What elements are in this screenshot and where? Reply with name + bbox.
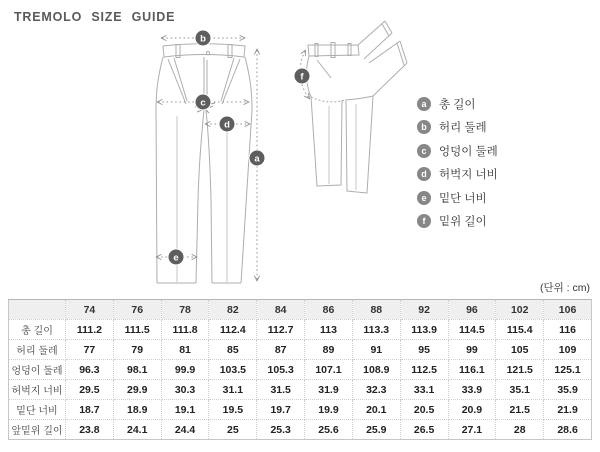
- measurement-cell: 111.5: [113, 320, 161, 340]
- size-column-header: 84: [257, 300, 305, 320]
- side-view-drawing: [307, 21, 407, 193]
- svg-text:c: c: [200, 97, 206, 109]
- measurement-cell: 28: [496, 420, 544, 440]
- table-row: [9, 360, 592, 380]
- measurement-cell: 105: [496, 340, 544, 360]
- side-creases: [329, 104, 356, 190]
- measurement-cell: 31.5: [257, 380, 305, 400]
- row-label: 밑단 너비: [9, 400, 66, 420]
- row-label: 허벅지 너비: [9, 380, 66, 400]
- measurement-cell: 23.8: [66, 420, 114, 440]
- table-row: [9, 340, 592, 360]
- side-left-leg: [311, 97, 342, 186]
- legend-label: 밑위 길이: [439, 216, 487, 229]
- measurement-cell: 21.5: [496, 400, 544, 420]
- legend-badge-d: d: [417, 167, 431, 181]
- measurement-cell: 25.6: [305, 420, 353, 440]
- measurement-cell: 24.4: [161, 420, 209, 440]
- legend-label: 밑단 너비: [439, 192, 487, 205]
- front-creases: [177, 116, 227, 282]
- measurement-cell: 95: [400, 340, 448, 360]
- measurement-cell: 20.1: [352, 400, 400, 420]
- row-label: 엉덩이 둘레: [9, 360, 66, 380]
- measurement-cell: 87: [257, 340, 305, 360]
- marker-c: [195, 94, 211, 110]
- measurement-cell: 31.1: [209, 380, 257, 400]
- measure-legend: [417, 92, 498, 233]
- measurement-cell: 77: [66, 340, 114, 360]
- size-table-header-row: [9, 300, 592, 320]
- measurement-cell: 25: [209, 420, 257, 440]
- page-title: TREMOLO SIZE GUIDE: [14, 10, 176, 24]
- legend-item-e: [417, 186, 498, 210]
- measurement-cell: 19.9: [305, 400, 353, 420]
- measurement-cell: 79: [113, 340, 161, 360]
- measurement-cell: 116.1: [448, 360, 496, 380]
- legend-badge-c: c: [417, 144, 431, 158]
- legend-label: 허리 둘레: [439, 122, 487, 135]
- legend-label: 총 길이: [439, 98, 476, 111]
- measure-markers: [168, 30, 310, 265]
- measurement-cell: 19.1: [161, 400, 209, 420]
- front-left-inseam: [196, 110, 204, 283]
- legend-item-c: [417, 139, 498, 163]
- measurement-cell: 20.9: [448, 400, 496, 420]
- row-label: 앞밑위 길이: [9, 420, 66, 440]
- waist-button: [206, 51, 209, 54]
- side-lower-hem: [397, 41, 407, 65]
- size-column-header: 78: [161, 300, 209, 320]
- table-row: [9, 400, 592, 420]
- table-row: [9, 320, 592, 340]
- svg-text:e: e: [173, 252, 179, 264]
- legend-badge-b: b: [417, 120, 431, 134]
- marker-e: [168, 249, 184, 265]
- side-crotch-curve: [311, 97, 345, 102]
- table-row: [9, 380, 592, 400]
- marker-f: [294, 68, 310, 84]
- size-column-header: 92: [400, 300, 448, 320]
- side-right-leg: [346, 96, 373, 193]
- size-column-header: 88: [352, 300, 400, 320]
- side-pocket: [317, 60, 331, 78]
- measurement-cell: 19.5: [209, 400, 257, 420]
- measurement-cell: 33.1: [400, 380, 448, 400]
- measurement-cell: 21.9: [544, 400, 592, 420]
- measurement-cell: 115.4: [496, 320, 544, 340]
- measurement-cell: 99: [448, 340, 496, 360]
- size-column-header: 96: [448, 300, 496, 320]
- measurement-cell: 85: [209, 340, 257, 360]
- units-note: (단위 : cm): [539, 282, 590, 294]
- marker-b: [195, 30, 211, 46]
- legend-item-d: [417, 163, 498, 187]
- front-right-outseam: [241, 57, 252, 283]
- legend-label: 엉덩이 둘레: [439, 145, 498, 158]
- measurement-cell: 113.9: [400, 320, 448, 340]
- measurement-cell: 18.9: [113, 400, 161, 420]
- svg-text:f: f: [300, 71, 304, 83]
- row-label: 허리 둘레: [9, 340, 66, 360]
- front-right-pocket: [221, 58, 240, 104]
- size-table-body: [9, 320, 592, 440]
- measurement-cell: 29.9: [113, 380, 161, 400]
- measurement-cell: 96.3: [66, 360, 114, 380]
- measurement-cell: 28.6: [544, 420, 592, 440]
- row-label: 총 길이: [9, 320, 66, 340]
- svg-text:d: d: [224, 119, 230, 131]
- measurement-cell: 25.3: [257, 420, 305, 440]
- marker-d: [219, 116, 235, 132]
- measurement-cell: 89: [305, 340, 353, 360]
- measurement-cell: 112.4: [209, 320, 257, 340]
- measurement-cell: 103.5: [209, 360, 257, 380]
- measurement-cell: 27.1: [448, 420, 496, 440]
- measurement-cell: 18.7: [66, 400, 114, 420]
- size-column-header: 82: [209, 300, 257, 320]
- measurement-cell: 20.5: [400, 400, 448, 420]
- legend-label: 허벅지 너비: [439, 169, 498, 182]
- svg-text:a: a: [254, 153, 260, 165]
- size-table: [8, 299, 592, 440]
- table-row: [9, 420, 592, 440]
- measurement-cell: 107.1: [305, 360, 353, 380]
- size-column-header: 102: [496, 300, 544, 320]
- measurement-cell: 33.9: [448, 380, 496, 400]
- measurement-cell: 35.1: [496, 380, 544, 400]
- measurement-cell: 114.5: [448, 320, 496, 340]
- measurement-cell: 32.3: [352, 380, 400, 400]
- measurement-cell: 111.8: [161, 320, 209, 340]
- measurement-cell: 81: [161, 340, 209, 360]
- measurement-cell: 125.1: [544, 360, 592, 380]
- measurement-cell: 121.5: [496, 360, 544, 380]
- size-column-header: 76: [113, 300, 161, 320]
- marker-a: [249, 150, 265, 166]
- measurement-cell: 31.9: [305, 380, 353, 400]
- measurement-cell: 116: [544, 320, 592, 340]
- measurement-cell: 105.3: [257, 360, 305, 380]
- size-column-header: 106: [544, 300, 592, 320]
- front-left-pocket: [168, 58, 187, 104]
- corner-cell: [9, 300, 66, 320]
- size-column-header: 74: [66, 300, 114, 320]
- measurement-cell: 91: [352, 340, 400, 360]
- measurement-cell: 112.5: [400, 360, 448, 380]
- side-upper-leg: [358, 21, 392, 59]
- measurement-cell: 108.9: [352, 360, 400, 380]
- measurement-cell: 113.3: [352, 320, 400, 340]
- legend-item-b: [417, 116, 498, 140]
- measurement-cell: 30.3: [161, 380, 209, 400]
- measurement-cell: 112.7: [257, 320, 305, 340]
- measurement-cell: 29.5: [66, 380, 114, 400]
- legend-badge-a: a: [417, 97, 431, 111]
- legend-item-f: [417, 210, 498, 234]
- measurement-cell: 24.1: [113, 420, 161, 440]
- front-view-drawing: [156, 44, 252, 283]
- measurement-cell: 99.9: [161, 360, 209, 380]
- svg-text:b: b: [200, 33, 206, 45]
- legend-badge-e: e: [417, 191, 431, 205]
- measurement-cell: 35.9: [544, 380, 592, 400]
- measurement-cell: 109: [544, 340, 592, 360]
- side-back-curve: [345, 96, 373, 100]
- measurement-cell: 19.7: [257, 400, 305, 420]
- measurement-cell: 113: [305, 320, 353, 340]
- measurement-cell: 26.5: [400, 420, 448, 440]
- size-column-header: 86: [305, 300, 353, 320]
- measurement-cell: 111.2: [66, 320, 114, 340]
- legend-item-a: [417, 92, 498, 116]
- front-left-outseam: [156, 57, 163, 283]
- measurement-cell: 25.9: [352, 420, 400, 440]
- legend-badge-f: f: [417, 214, 431, 228]
- measurement-cell: 98.1: [113, 360, 161, 380]
- front-right-inseam: [206, 110, 212, 283]
